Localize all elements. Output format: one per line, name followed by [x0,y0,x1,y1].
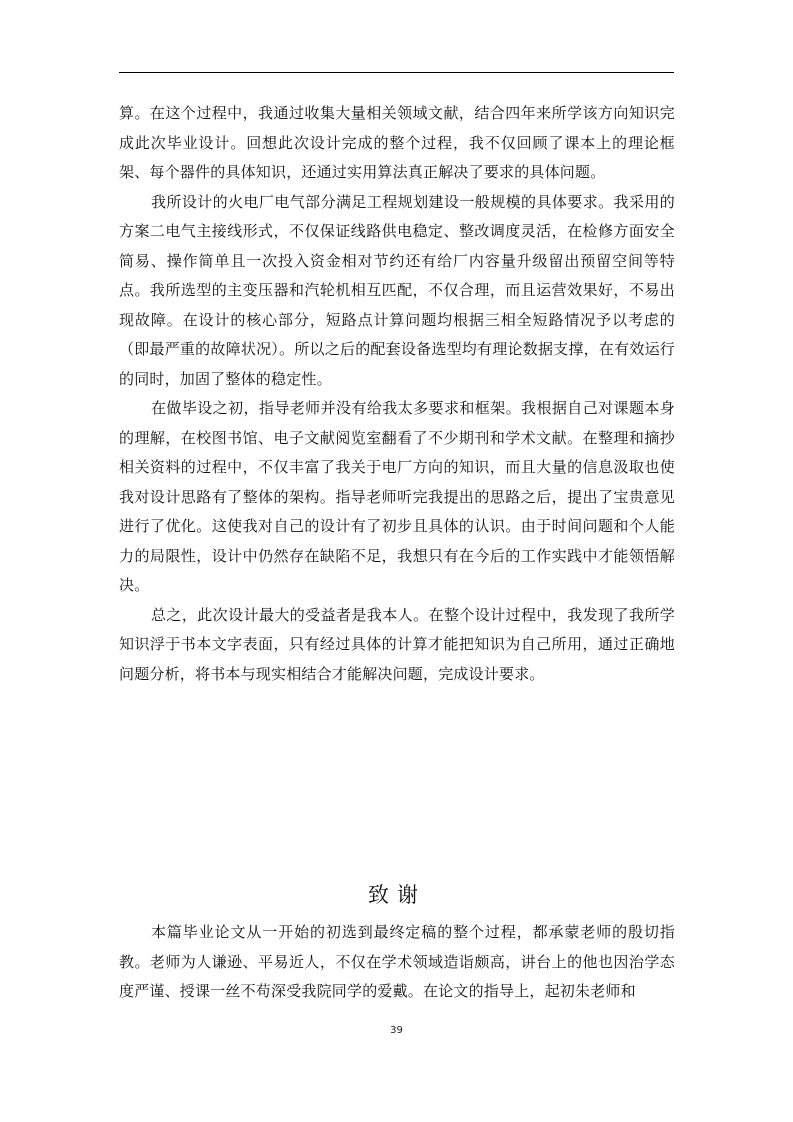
paragraph-conclusion: 总之，此次设计最大的受益者是我本人。在整个设计过程中，我发现了我所学知识浮于书本文字表面，只有经过具体的计算才能把知识为自己所用，通过正确地问题分析，将书本与现实相结合才能解决问题，完成设计要求。 [119,605,675,683]
acknowledgement-section [119,918,675,1007]
acknowledgement-title: 致谢 [368,883,426,907]
paragraph-continuation: 算。在这个过程中，我通过收集大量相关领域文献，结合四年来所学该方向知识完成此次毕业设计。回想此次设计完成的整个过程，我不仅回顾了课本上的理论框架、每个器件的具体知识，还通过实用算法真正解决了要求的具体问题。 [119,104,675,181]
header-rule [119,72,674,73]
acknowledgement-paragraph: 本篇毕业论文从一开始的初选到最终定稿的整个过程，都承蒙老师的殷切指教。老师为人谦逊、平易近人，不仅在学术领域造诣颇高，讲台上的他也因治学态度严谨、授课一丝不苟深受我院同学的爱戴。在论文的指导上，起初朱老师和 [119,923,675,1000]
page-number: 39 [390,1025,403,1036]
paragraph-design-description: 我所设计的火电厂电气部分满足工程规划建设一般规模的具体要求。我采用的方案二电气主接线形式，不仅保证线路供电稳定、整改调度灵活，在检修方面安全简易、操作简单且一次投入资金相对节约还有给厂内容量升级留出预留空间等特点。我所选型的主变压器和汽轮机相互匹配，不仅合理，而且运营效果好，不易出现故障。在设计的核心部分，短路点计算问题均根据三相全短路情况予以考虑的（即最严重的故障状况）。所以之后的配套设备选型均有理论数据支撑，在有效运行的同时，加固了整体的稳定性。 [119,192,675,388]
body-text [119,99,675,689]
paragraph-design-process: 在做毕设之初，指导老师并没有给我太多要求和框架。我根据自己对课题本身的理解，在校图书馆、电子文献阅览室翻看了不少期刊和学术文献。在整理和摘抄相关资料的过程中，不仅丰富了我关于电厂方向的知识，而且大量的信息汲取也使我对设计思路有了整体的架构。指导老师听完我提出的思路之后，提出了宝贵意见进行了优化。这使我对自己的设计有了初步且具体的认识。由于时间问题和个人能力的局限性，设计中仍然存在缺陷不足，我想只有在今后的工作实践中才能领悟解决。 [119,399,675,594]
